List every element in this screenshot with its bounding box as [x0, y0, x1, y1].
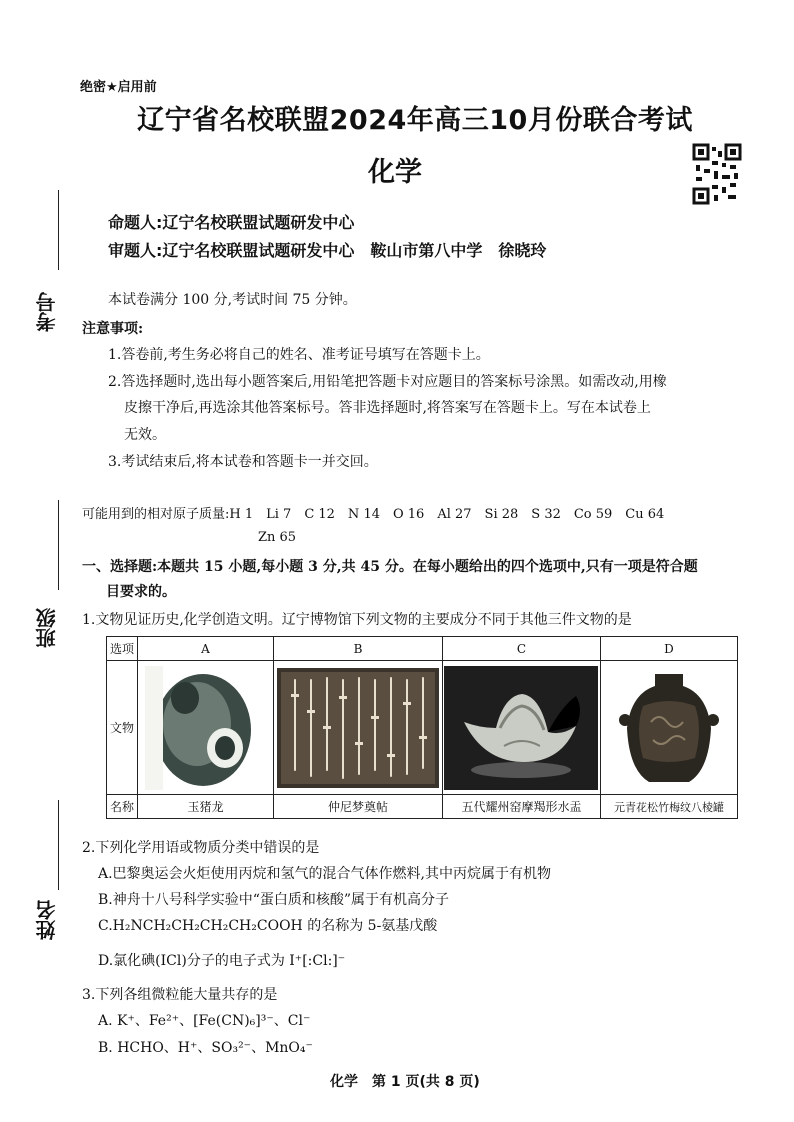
option-a-header: A: [138, 637, 274, 661]
option-c-suffix: 的名称为 5-氨基戊酸: [302, 918, 438, 934]
relic-a-cell: [138, 661, 274, 795]
option-b-header: B: [273, 637, 442, 661]
relics-table: [106, 636, 738, 819]
row-label-option: 选项: [107, 637, 138, 661]
question-2-option-b: B.神舟十八号科学实验中“蛋白质和核酸”属于有机高分子: [98, 892, 450, 908]
score-time-text: 本试卷满分 100 分,考试时间 75 分钟。: [108, 292, 357, 308]
relic-c-name: 五代耀州窑摩羯形水盂: [442, 795, 600, 819]
name-line: [58, 800, 59, 890]
question-3-option-a: A. K⁺、Fe²⁺、[Fe(CN)₆]³⁻、Cl⁻: [98, 1013, 311, 1029]
relic-c-cell: [442, 661, 600, 795]
note-2-line-2: 皮擦干净后,再选涂其他答案标号。答非选择题时,将答案写在答题卡上。写在本试卷上: [124, 400, 651, 416]
note-2-line-1: 2.答选择题时,选出每小题答案后,用铅笔把答题卡对应题目的答案标号涂黑。如需改动,用橡: [108, 374, 667, 390]
option-d-header: D: [600, 637, 737, 661]
subject-title: 化学: [368, 157, 422, 188]
exam-number-line: [58, 190, 59, 270]
section-heading-line-2: 目要求的。: [106, 584, 176, 600]
makara-water-vessel-image: [443, 664, 600, 792]
question-2-stem: 2.下列化学用语或物质分类中错误的是: [82, 840, 320, 856]
question-2-option-a: A.巴黎奥运会火炬使用丙烷和氢气的混合气体作燃料,其中丙烷属于有机物: [98, 866, 552, 882]
question-3-stem: 3.下列各组微粒能大量共存的是: [82, 987, 278, 1003]
notes-heading: 注意事项:: [82, 321, 144, 337]
note-1: 1.答卷前,考生务必将自己的姓名、准考证号填写在答题卡上。: [108, 347, 490, 363]
qr-code-icon: [692, 143, 742, 205]
option-c-header: C: [442, 637, 600, 661]
relic-d-name: 元青花松竹梅纹八棱罐: [600, 795, 737, 819]
row-label-relic: 文物: [107, 661, 138, 795]
option-c-prefix: C.: [98, 918, 113, 934]
atomic-masses-line-1: 可能用到的相对原子质量:H 1 Li 7 C 12 N 14 O 16 Al 27 Si 28 S 32 Co 59 Cu 64: [82, 507, 665, 522]
relic-b-cell: [273, 661, 442, 795]
name-label: 姓名: [35, 900, 59, 940]
exam-number-label: 考号: [35, 292, 59, 332]
aminopentanoic-acid-formula: H₂NCH₂CH₂CH₂CH₂COOH: [112, 918, 303, 934]
question-2-option-c: [98, 915, 437, 935]
note-2-line-3: 无效。: [124, 427, 166, 443]
octagonal-jar-image: [601, 664, 737, 792]
atomic-masses-line-2: Zn 65: [258, 530, 297, 545]
icl-electron-formula: I⁺[:Cl:]⁻: [289, 953, 346, 969]
reviewer-line: 审题人:辽宁名校联盟试题研发中心 鞍山市第八中学 徐晓玲: [108, 241, 547, 260]
row-label-name: 名称: [107, 795, 138, 819]
setter-line: 命题人:辽宁名校联盟试题研发中心: [108, 213, 355, 232]
calligraphy-scroll-image: [274, 664, 442, 792]
page-footer: 化学 第 1 页(共 8 页): [330, 1074, 480, 1090]
option-d-prefix: D.氯化碘(ICl)分子的电子式为: [98, 953, 290, 969]
class-label: 班级: [35, 608, 59, 648]
relic-d-cell: [600, 661, 737, 795]
jade-pig-dragon-image: [138, 664, 273, 792]
section-heading-line-1: 一、选择题:本题共 15 小题,每小题 3 分,共 45 分。在每小题给出的四个选项中,只有一项是符合题: [82, 559, 698, 575]
question-3-option-b: B. HCHO、H⁺、SO₃²⁻、MnO₄⁻: [98, 1040, 313, 1056]
confidential-label: 绝密★启用前: [80, 80, 157, 95]
note-3: 3.考试结束后,将本试卷和答题卡一并交回。: [108, 454, 378, 470]
class-line: [58, 500, 59, 590]
question-1-stem: 1.文物见证历史,化学创造文明。辽宁博物馆下列文物的主要成分不同于其他三件文物的是: [82, 612, 632, 628]
relic-b-name: 仲尼梦奠帖: [273, 795, 442, 819]
exam-title: 辽宁省名校联盟2024年高三10月份联合考试: [137, 105, 693, 136]
relic-a-name: 玉猪龙: [138, 795, 274, 819]
question-2-option-d: [98, 950, 345, 970]
